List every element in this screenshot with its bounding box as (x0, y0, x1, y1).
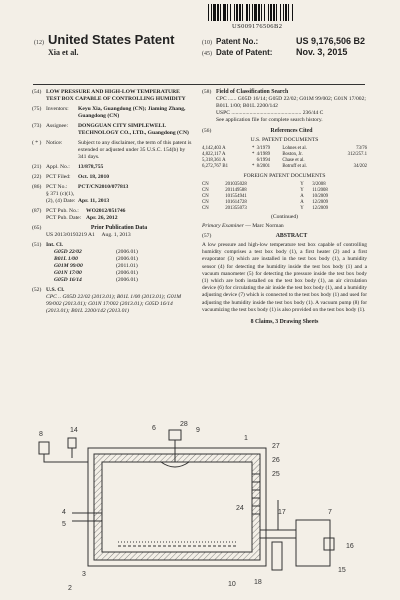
examiner-label: Primary Examiner (202, 223, 244, 229)
reference-numeral: 3 (82, 571, 86, 578)
pct-no-label: PCT No.: (46, 184, 68, 190)
foreign-docs-table (202, 182, 367, 212)
us-doc-cell: * (252, 152, 255, 157)
reference-numeral: 1 (244, 435, 248, 442)
see-application: See application file for complete search history. (216, 117, 323, 123)
prior-pub-value: US 2013/0193219 A1 Aug. 1, 2013 (46, 232, 131, 238)
inid-code: (87) (32, 208, 42, 214)
left-column (32, 89, 192, 318)
claims-summary: 8 Claims, 3 Drawing Sheets (250, 319, 319, 326)
barcode (208, 4, 372, 21)
inid-code: (58) (202, 89, 212, 95)
us-docs-title: U.S. PATENT DOCUMENTS (250, 137, 319, 143)
foreign-doc-cell: 201035028 (225, 182, 247, 187)
foreign-doc-cell: 3/2008 (312, 182, 326, 187)
field-title: Field of Classification Search (216, 89, 289, 95)
pct-pub-no-label: PCT Pub. No.: (46, 208, 79, 214)
date-label: Date of Patent: (216, 48, 273, 57)
us-doc-cell: * (252, 164, 255, 169)
reference-numeral: 8 (39, 431, 43, 438)
authors: Xia et al. (48, 48, 79, 57)
int-cl-year: (2011.01) (116, 263, 138, 269)
reference-numeral: 6 (152, 425, 156, 432)
inid-code: (52) (32, 287, 42, 293)
int-cl-code: G05D 16/14 (54, 277, 82, 283)
inid-code: (56) (202, 128, 212, 134)
date-value: Nov. 3, 2015 (296, 47, 348, 57)
int-cl-code: G01M 99/00 (54, 263, 83, 269)
inid-code: (54) (32, 89, 42, 95)
pct-no-value: PCT/CN2010/077813 (78, 184, 129, 190)
int-cl-code: G01N 17/00 (54, 270, 82, 276)
inid-code: (73) (32, 123, 42, 129)
inid-code: (86) (32, 184, 42, 190)
assignee-value: DONGGUAN CITY SIMPLEWELL TECHNOLOGY CO., LTD., Guangdong (CN) (78, 123, 189, 136)
s371-line: § 371 (c)(1), (46, 191, 75, 197)
foreign-doc-cell: 201149588 (225, 188, 247, 193)
int-cl-row (54, 277, 192, 284)
inid-code: (12) (34, 40, 44, 46)
header-left (34, 32, 174, 57)
foreign-doc-cell: 101554941 (225, 194, 247, 199)
inventors-value: Keyu Xia, Guangdong (CN); Jiaming Zhang, Guangdong (CN) (78, 106, 186, 119)
foreign-doc-cell: 101614728 (225, 200, 247, 205)
right-column (202, 89, 367, 326)
int-cl-row (54, 256, 192, 263)
valve (68, 438, 76, 448)
int-cl-label: Int. Cl. (46, 242, 63, 248)
reference-numeral: 10 (228, 581, 236, 588)
foreign-doc-cell: Y (300, 188, 304, 193)
patent-drawing (28, 418, 373, 598)
inid-code: (75) (32, 106, 42, 112)
int-cl-code: G05D 22/02 (54, 249, 82, 255)
inid-code: (10) (202, 40, 212, 46)
foreign-doc-cell: CN (202, 182, 209, 187)
humidifier-valve (324, 538, 334, 550)
s371-date: Apr. 11, 2013 (78, 198, 110, 204)
us-doc-cell: Lohnes et al. (282, 146, 307, 151)
reference-numeral: 4 (62, 509, 66, 516)
humidity-adjusting-device (296, 520, 330, 566)
vacuum-pump (39, 442, 49, 454)
pct-filed-label: PCT Filed: (46, 174, 71, 180)
reference-numeral: 25 (272, 471, 280, 478)
us-doc-cell: 4,142,403 A (202, 146, 226, 151)
patent-no-value: US 9,176,506 B2 (296, 36, 366, 46)
references-title: References Cited (270, 128, 313, 134)
us-doc-cell: 4,822,117 A (202, 152, 226, 157)
reference-numeral: 5 (62, 521, 66, 528)
inid-code: (65) (32, 225, 42, 231)
us-doc-cell: Botruff et al. (282, 164, 307, 169)
inid-code: (45) (202, 51, 212, 57)
reference-numeral: 2 (68, 585, 72, 592)
pct-pub-date-value: Apr. 26, 2012 (86, 215, 118, 221)
foreign-doc-cell: CN (202, 200, 209, 205)
barcode-number: US009176506B2 (232, 23, 283, 30)
foreign-doc-cell: CN (202, 206, 209, 211)
inid-code: (22) (32, 174, 42, 180)
abstract-text: A low pressure and high-low temperature test box capable of controlling humidity comprises a test box body (1), a first heater (2) and a first evaporator (3) which are installed in the test box body (1), a humidity sensor (4) for detecting the humidity inside the test box body (1) and a vacuum manometer (5) for detecting the pressure inside the test box body (1) which are both installed on the test box body (1), an air circulation device (6) for circulating the air inside the test box body (1), and a humidity adjusting device (7) which is connected to the test box body (1) and used for adjusting the humidity inside the test box body (1). A vacuum pump (8) for vacuumizing the test box body (1) is also provided on the test box body (1). (202, 242, 367, 313)
pct-pub-no-value: WO2012/051746 (86, 208, 126, 214)
reference-numeral: 18 (254, 579, 262, 586)
reference-numeral: 15 (338, 567, 346, 574)
us-doc-row (202, 164, 367, 170)
foreign-doc-row (202, 206, 367, 212)
inid-code: ( * ) (32, 140, 42, 146)
us-cl-label: U.S. Cl. (46, 287, 65, 293)
foreign-doc-cell: Y (300, 182, 304, 187)
pipe-unit (272, 542, 282, 570)
foreign-docs-title: FOREIGN PATENT DOCUMENTS (243, 173, 326, 179)
pct-pub-date-label: PCT Pub. Date: (46, 215, 82, 221)
foreign-doc-cell: 12/2009 (312, 206, 329, 211)
foreign-doc-cell: 201355073 (225, 206, 247, 211)
reference-numeral: 16 (346, 543, 354, 550)
examiner-value: — Marc Norman (245, 223, 284, 229)
foreign-doc-cell: 11/2008 (312, 188, 328, 193)
vacuum-line (44, 454, 88, 462)
reference-numeral: 26 (272, 457, 280, 464)
assignee-label: Assignee: (46, 123, 69, 129)
continued-note: (Continued) (270, 214, 299, 220)
inventors-label: Inventors: (46, 106, 69, 112)
us-doc-cell: 3/1979 (256, 146, 270, 151)
abstract-title: ABSTRACT (275, 233, 308, 239)
patent-title: United States Patent (48, 32, 175, 47)
int-cl-year: (2006.01) (116, 270, 138, 276)
appl-value: 13/878,755 (78, 164, 104, 170)
inner-chamber (102, 462, 252, 552)
reference-numeral: 14 (70, 427, 78, 434)
int-cl-year: (2006.01) (116, 277, 138, 283)
us-doc-cell: 34/202 (353, 164, 367, 169)
int-cl-code: B01L 1/00 (54, 256, 78, 262)
reference-numeral: 24 (236, 505, 244, 512)
notice-value: Subject to any disclaimer, the term of this patent is extended or adjusted under 35 U.S.C. 154(b) by 341 days. (78, 140, 192, 160)
us-doc-cell: 8/2001 (256, 164, 270, 169)
foreign-doc-cell: 12/2009 (312, 200, 329, 205)
us-doc-cell: 4/1989 (256, 152, 270, 157)
notice-label: Notice: (46, 140, 63, 146)
appl-label: Appl. No.: (46, 164, 70, 170)
int-cl-list (54, 249, 192, 284)
us-doc-cell: 6/1994 (256, 158, 270, 163)
int-cl-row (54, 249, 192, 256)
us-doc-cell: 73/76 (356, 146, 367, 151)
patent-no-label: Patent No.: (216, 37, 259, 46)
foreign-doc-cell: A (300, 194, 304, 199)
s371-label: (2), (4) Date: (46, 198, 76, 204)
fan-motor (169, 430, 181, 440)
pct-filed-value: Oct. 18, 2010 (78, 174, 110, 180)
foreign-doc-cell: Y (300, 206, 304, 211)
int-cl-year: (2006.01) (116, 249, 138, 255)
us-doc-cell: 5,318,361 A (202, 158, 226, 163)
foreign-doc-cell: CN (202, 188, 209, 193)
us-doc-cell: Boston, Jr. (282, 152, 303, 157)
int-cl-row (54, 263, 192, 270)
header-right (202, 36, 365, 58)
int-cl-year: (2006.01) (116, 256, 138, 262)
reference-numeral: 28 (180, 421, 188, 428)
reference-numeral: 27 (272, 443, 280, 450)
inid-code: (51) (32, 242, 42, 248)
us-doc-cell: 6,272,767 B1 (202, 164, 228, 169)
header-rule (33, 84, 365, 85)
cpc-value: CPC .. G05D 22/02 (2013.01); B01L 1/00 (2013.01); G01M 99/002 (2013.01); G01N 17/002 (2013.01); G05D 16/14 (2013.01); B01L 2200/142 (2013.01) (46, 294, 182, 314)
foreign-doc-cell: A (300, 200, 304, 205)
uspc: USPC .................................................. 236/44 C (216, 110, 324, 116)
us-doc-cell: Chase et al. (282, 158, 305, 163)
inid-code: (21) (32, 164, 42, 170)
foreign-doc-cell: 10/2009 (312, 194, 329, 199)
int-cl-row (54, 270, 192, 277)
us-docs-table (202, 146, 367, 170)
reference-numeral: 7 (328, 509, 332, 516)
invention-title: LOW PRESSURE AND HIGH-LOW TEMPERATURE TEST BOX CAPABLE OF CONTROLLING HUMIDITY (46, 89, 186, 102)
inid-code: (57) (202, 233, 212, 239)
prior-pub-title: Prior Publication Data (90, 225, 148, 231)
us-doc-cell: 312/257.1 (347, 152, 367, 157)
cpc-field: CPC ...... G05D 16/14; G05D 22/02; G01M 99/002; G01N 17/002; B01L 1/00; B01L 2200/142 (216, 96, 366, 109)
foreign-doc-cell: CN (202, 194, 209, 199)
reference-numeral: 17 (278, 509, 286, 516)
us-doc-cell: * (252, 146, 255, 151)
reference-numeral: 9 (196, 427, 200, 434)
